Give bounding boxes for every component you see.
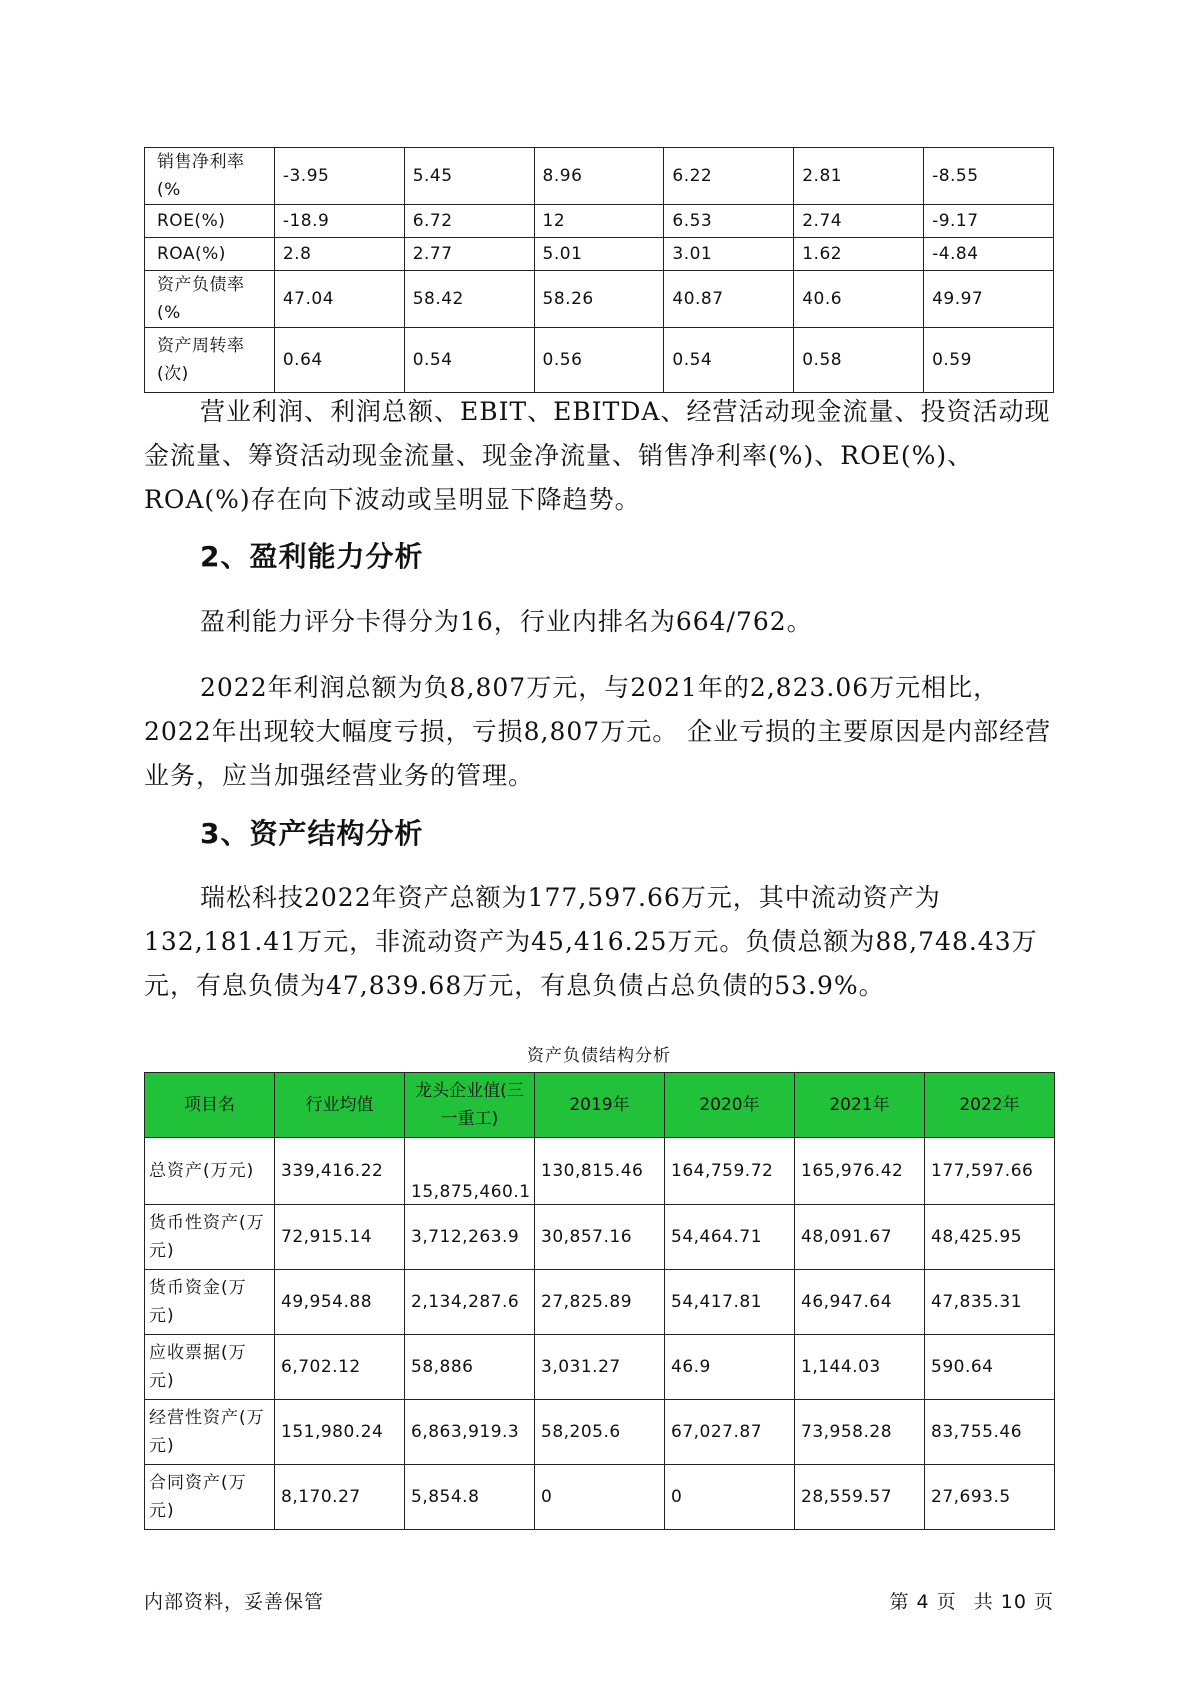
table-cell: 54,464.71 (665, 1205, 795, 1270)
table-cell: 40.6 (794, 271, 924, 328)
table-cell: 130,815.46 (535, 1138, 665, 1205)
asset-structure-table (144, 1072, 1055, 1530)
column-header: 2022年 (925, 1073, 1055, 1138)
column-header: 2019年 (535, 1073, 665, 1138)
table-cell: 49.97 (924, 271, 1054, 328)
table-cell: 2.77 (404, 238, 534, 271)
table-cell: 67,027.87 (665, 1400, 795, 1465)
table-cell: 0.64 (274, 328, 404, 393)
table-cell: 3,712,263.9 (405, 1205, 535, 1270)
profit-loss-paragraph: 2022年利润总额为负8,807万元，与2021年的2,823.06万元相比，2022年出现较大幅度亏损，亏损8,807万元。 企业亏损的主要原因是内部经营业务，应当加强经营业务的管理。 (144, 673, 1052, 790)
table-cell: 0.59 (924, 328, 1054, 393)
column-header: 2021年 (795, 1073, 925, 1138)
table-cell: 8,170.27 (275, 1465, 405, 1530)
table-cell: 49,954.88 (275, 1270, 405, 1335)
table-cell: 5.01 (534, 238, 664, 271)
table-cell: 30,857.16 (535, 1205, 665, 1270)
page-total-label: 共 10 页 (973, 1591, 1054, 1613)
table-row (145, 205, 1054, 238)
table-cell: 28,559.57 (795, 1465, 925, 1530)
table-row (145, 328, 1054, 393)
table-cell: 48,425.95 (925, 1205, 1055, 1270)
table-row (145, 238, 1054, 271)
table-cell: 6,863,919.3 (405, 1400, 535, 1465)
table-cell: 177,597.66 (925, 1138, 1055, 1205)
table-cell: 15,875,460.1 (405, 1138, 535, 1205)
table-cell: 2.74 (794, 205, 924, 238)
table-caption: 资产负债结构分析 (527, 1046, 671, 1066)
table-cell: 5.45 (404, 148, 534, 205)
table-cell: 0.54 (404, 328, 534, 393)
table-cell: 8.96 (534, 148, 664, 205)
row-label: ROA(%) (145, 238, 275, 271)
table-cell: 590.64 (925, 1335, 1055, 1400)
row-label: 总资产(万元) (145, 1138, 275, 1205)
table-cell: 27,693.5 (925, 1465, 1055, 1530)
ratio-table (144, 147, 1054, 393)
table-cell: -3.95 (274, 148, 404, 205)
table-cell: 72,915.14 (275, 1205, 405, 1270)
table-cell: 47,835.31 (925, 1270, 1055, 1335)
table-row (145, 1400, 1055, 1465)
row-label: 销售净利率(% (145, 148, 275, 205)
table-cell: 6.22 (664, 148, 794, 205)
table-row (145, 1465, 1055, 1530)
column-header: 项目名 (145, 1073, 275, 1138)
table-cell: 12 (534, 205, 664, 238)
profitability-score-paragraph: 盈利能力评分卡得分为16，行业内排名为664/762。 (200, 607, 813, 636)
table-cell: 6.53 (664, 205, 794, 238)
table-cell: 1,144.03 (795, 1335, 925, 1400)
table-cell: 58.42 (404, 271, 534, 328)
table-row (145, 1335, 1055, 1400)
table-cell: 0 (535, 1465, 665, 1530)
table-cell: 2,134,287.6 (405, 1270, 535, 1335)
table-cell: 3.01 (664, 238, 794, 271)
row-label: 货币性资产(万元) (145, 1205, 275, 1270)
table-cell: -4.84 (924, 238, 1054, 271)
table-cell: 46.9 (665, 1335, 795, 1400)
table-cell: 58,205.6 (535, 1400, 665, 1465)
section-heading-asset-structure: 3、资产结构分析 (200, 817, 424, 850)
table-cell: 58.26 (534, 271, 664, 328)
table-row (145, 148, 1054, 205)
footer-confidential-note: 内部资料，妥善保管 (144, 1591, 325, 1613)
table-cell: 40.87 (664, 271, 794, 328)
column-header: 行业均值 (275, 1073, 405, 1138)
table-cell: 27,825.89 (535, 1270, 665, 1335)
table-cell: 0.56 (534, 328, 664, 393)
table-cell: 0.54 (664, 328, 794, 393)
table-cell: 5,854.8 (405, 1465, 535, 1530)
table-cell: 48,091.67 (795, 1205, 925, 1270)
row-label: 资产周转率(次) (145, 328, 275, 393)
table-cell: 2.81 (794, 148, 924, 205)
table-row (145, 1270, 1055, 1335)
table-cell: 46,947.64 (795, 1270, 925, 1335)
table-cell: 73,958.28 (795, 1400, 925, 1465)
table-cell: 0 (665, 1465, 795, 1530)
table-cell: 339,416.22 (275, 1138, 405, 1205)
table-cell: 6.72 (404, 205, 534, 238)
footer-page-number (880, 1587, 1054, 1614)
row-label: ROE(%) (145, 205, 275, 238)
table-cell: 2.8 (274, 238, 404, 271)
table-cell: -18.9 (274, 205, 404, 238)
table-cell: 6,702.12 (275, 1335, 405, 1400)
page-number-label: 第 4 页 (889, 1591, 957, 1613)
table-row (145, 1205, 1055, 1270)
table-cell: 83,755.46 (925, 1400, 1055, 1465)
table-cell: -8.55 (924, 148, 1054, 205)
table-cell: 165,976.42 (795, 1138, 925, 1205)
table-row (145, 271, 1054, 328)
table-cell: -9.17 (924, 205, 1054, 238)
section-heading-profitability: 2、盈利能力分析 (200, 540, 424, 573)
table-cell: 54,417.81 (665, 1270, 795, 1335)
table-cell: 164,759.72 (665, 1138, 795, 1205)
table-cell: 47.04 (274, 271, 404, 328)
table-header-row (145, 1073, 1055, 1138)
table-cell: 58,886 (405, 1335, 535, 1400)
table-row (145, 1138, 1055, 1205)
column-header: 2020年 (665, 1073, 795, 1138)
asset-structure-paragraph: 瑞松科技2022年资产总额为177,597.66万元，其中流动资产为132,181.41万元，非流动资产为45,416.25万元。负债总额为88,748.43万元，有息负债为47,839.68万元，有息负债占总负债的53.9%。 (144, 883, 1038, 1000)
column-header: 龙头企业值(三一重工) (405, 1073, 535, 1138)
trend-paragraph: 营业利润、利润总额、EBIT、EBITDA、经营活动现金流量、投资活动现金流量、筹资活动现金流量、现金净流量、销售净利率(%)、ROE(%)、ROA(%)存在向下波动或呈明显下降趋势。 (144, 397, 1051, 514)
table-cell: 0.58 (794, 328, 924, 393)
row-label: 应收票据(万元) (145, 1335, 275, 1400)
table-cell: 1.62 (794, 238, 924, 271)
table-cell: 3,031.27 (535, 1335, 665, 1400)
row-label: 经营性资产(万元) (145, 1400, 275, 1465)
row-label: 资产负债率(% (145, 271, 275, 328)
row-label: 货币资金(万元) (145, 1270, 275, 1335)
table-cell: 151,980.24 (275, 1400, 405, 1465)
row-label: 合同资产(万元) (145, 1465, 275, 1530)
